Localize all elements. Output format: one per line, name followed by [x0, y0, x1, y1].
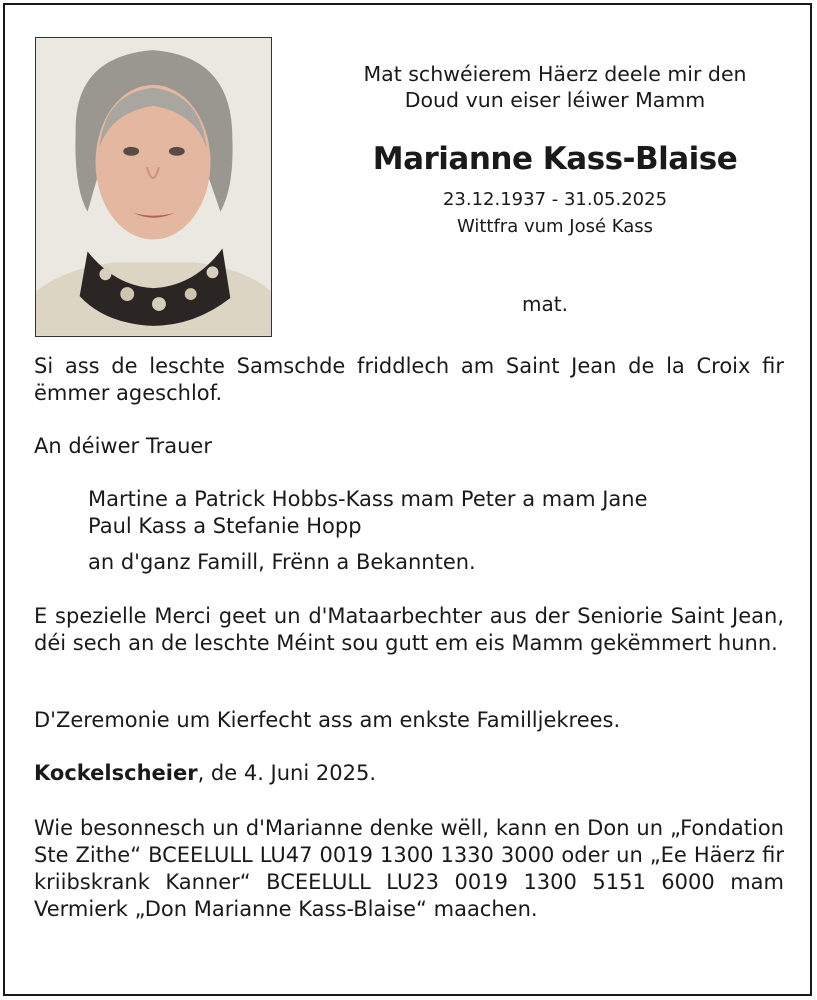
passing-paragraph: Si ass de leschte Samschde friddlech am Saint Jean de la Croix fir ëmmer ageschlof.: [34, 354, 784, 405]
ceremony-line: D'Zeremonie um Kierfecht ass am enkste Familljekrees.: [34, 708, 621, 732]
mourning-intro: An déiwer Trauer: [34, 434, 212, 458]
intro-line-2: Doud vun eiser léiwer Mamm: [404, 88, 706, 112]
donation-paragraph: Wie besonnesch un d'Marianne denke wëll, kann en Don un „Fondation Ste Zithe“ BCEELULL LU47 0019 1300 1330 3000 oder un „Ee Häerz fir kriibskrank Kanner“ BCEELULL LU23 0019 1300 5151 6000 mam Vermierk „Don Marianne Kass-Blaise“ maachen.: [34, 816, 784, 921]
mourner-line: Paul Kass a Stefanie Hopp: [88, 514, 362, 538]
place-name: Kockelscheier: [34, 761, 198, 785]
mourner-line: an d'ganz Famill, Frënn a Bekannten.: [88, 550, 476, 574]
date-text: , de 4. Juni 2025.: [197, 761, 376, 785]
mat-text: mat.: [522, 292, 568, 316]
mourner-line: Martine a Patrick Hobbs-Kass mam Peter a mam Jane: [88, 487, 648, 511]
deceased-name: Marianne Kass-Blaise: [372, 141, 738, 177]
intro-line-1: Mat schwéierem Häerz deele mir den: [363, 62, 747, 86]
portrait-photo: [35, 37, 272, 337]
thanks-paragraph: E spezielle Merci geet un d'Mataarbechter aus der Seniorie Saint Jean, déi sech an de leschte Méint sou gutt em eis Mamm gekëmmert hunn.: [34, 604, 784, 655]
widow-of: Wittfra vum José Kass: [456, 216, 654, 237]
place-date-line: [34, 760, 376, 787]
life-dates: 23.12.1937 - 31.05.2025: [442, 189, 668, 210]
